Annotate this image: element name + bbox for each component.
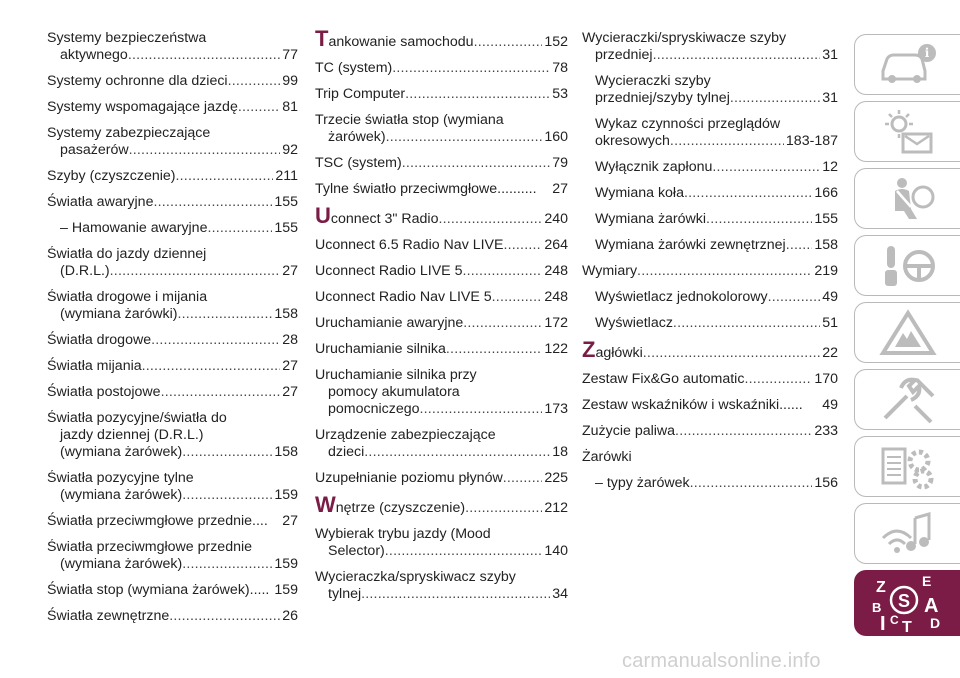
entry-text: Wnętrze (czyszczenie) — [315, 492, 466, 517]
index-entry[interactable] — [315, 367, 568, 418]
entry-text: Wykaz czynności przeglądów — [595, 116, 781, 132]
index-entry[interactable] — [315, 492, 568, 517]
page-number: 18 — [552, 444, 568, 460]
page-number: 28 — [282, 332, 298, 348]
dot-leader — [420, 401, 543, 418]
dot-leader — [228, 73, 281, 90]
dot-leader — [768, 289, 821, 306]
entry-text: jazdy dziennej (D.R.L.) — [60, 427, 204, 443]
seatbelt-airbag-icon — [877, 175, 939, 223]
entry-text: Wymiary — [582, 263, 638, 279]
index-letter: B — [871, 600, 881, 615]
entry-text: Wymiana żarówki — [595, 211, 707, 227]
index-entry[interactable] — [582, 449, 838, 466]
entry-text: Światła drogowe — [47, 332, 152, 348]
entry-text: Światła drogowe i mijania — [47, 289, 208, 305]
index-entry[interactable] — [47, 99, 298, 116]
index-entry[interactable] — [47, 410, 298, 461]
dot-leader — [730, 90, 820, 107]
entry-text: TC (system) — [315, 60, 393, 76]
index-entry[interactable] — [315, 181, 568, 198]
page-number: 158 — [274, 306, 298, 322]
page-number: 122 — [544, 341, 568, 357]
dot-leader — [177, 306, 272, 323]
dot-leader — [643, 345, 820, 362]
index-entry[interactable] — [47, 246, 298, 280]
page-number: 51 — [822, 315, 838, 331]
page-number: 219 — [814, 263, 838, 279]
page-number: 264 — [544, 237, 568, 253]
index-entry[interactable] — [315, 26, 568, 51]
entry-text: Zestaw Fix&Go automatic — [582, 371, 745, 387]
page-number: 31 — [822, 90, 838, 106]
page-number: 152 — [544, 34, 568, 50]
dot-leader — [653, 47, 821, 64]
warning-triangle-icon — [877, 309, 939, 357]
page-number: 166 — [814, 185, 838, 201]
index-letter: E — [921, 573, 931, 589]
technical-data-gears-icon — [877, 443, 939, 491]
dot-leader — [492, 289, 543, 306]
entry-text: Uruchamianie silnika przy — [315, 367, 477, 383]
entry-text: Systemy wspomagające jazdę — [47, 99, 238, 115]
dot-leader — [706, 211, 812, 228]
page-number: 27 — [282, 513, 298, 529]
section-letter: T — [315, 26, 329, 51]
section-letter: Z — [582, 337, 596, 362]
entry-text: Światła do jazdy dziennej — [47, 246, 207, 262]
index-entry[interactable] — [582, 185, 838, 202]
entry-text: Światła przeciwmgłowe przednie.... — [47, 513, 268, 529]
page-number: 170 — [814, 371, 838, 387]
entry-text: tylnej — [328, 586, 362, 602]
index-entry[interactable] — [315, 315, 568, 332]
dot-leader — [684, 185, 812, 202]
page-number: 248 — [544, 263, 568, 279]
index-entry[interactable] — [47, 384, 298, 401]
entry-text: Światła postojowe — [47, 384, 161, 400]
entry-text: Wycieraczka/spryskiwacz szyby — [315, 569, 516, 585]
index-entry[interactable] — [315, 427, 568, 461]
dot-leader — [142, 358, 281, 375]
index-entry[interactable] — [582, 211, 838, 228]
index-entry[interactable] — [315, 155, 568, 172]
index-entry[interactable] — [582, 371, 838, 388]
entry-text: Trip Computer — [315, 86, 406, 102]
page-number: 26 — [282, 608, 298, 624]
dashboard-lights-icon — [877, 108, 939, 156]
index-entry[interactable] — [315, 86, 568, 103]
entry-text: (wymiana żarówki) — [60, 306, 178, 322]
maintenance-wrench-icon — [877, 376, 939, 424]
entry-text: Światła pozycyjne/światła do — [47, 410, 227, 426]
entry-text: przedniej/szyby tylnej — [595, 90, 730, 106]
index-entry[interactable] — [47, 539, 298, 573]
page-number: 77 — [282, 47, 298, 63]
entry-text: pasażerów — [60, 142, 129, 158]
index-entry[interactable] — [47, 125, 298, 159]
index-entry[interactable] — [47, 358, 298, 375]
entry-text: Światła zewnętrzne — [47, 608, 170, 624]
dot-leader — [207, 220, 272, 237]
dot-leader — [675, 423, 812, 440]
tab-index[interactable] — [854, 570, 960, 636]
dot-leader — [128, 47, 280, 64]
page-number: 34 — [552, 586, 568, 602]
key-steering-icon — [877, 242, 939, 290]
tab-car-info[interactable] — [854, 34, 960, 95]
tab-key-steering[interactable] — [854, 235, 960, 296]
entry-text: aktywnego — [60, 47, 128, 63]
dot-leader — [503, 470, 543, 487]
entry-text: Systemy bezpieczeństwa — [47, 30, 207, 46]
index-entry[interactable] — [582, 30, 838, 64]
index-entry[interactable] — [47, 220, 298, 237]
index-entry[interactable] — [582, 315, 838, 332]
index-entry[interactable] — [315, 237, 568, 254]
page-number: 159 — [274, 582, 298, 598]
entry-text: (wymiana żarówek) — [60, 487, 183, 503]
entry-text: żarówek) — [328, 129, 386, 145]
entry-text: Światła pozycyjne tylne — [47, 470, 194, 486]
entry-text: TSC (system) — [315, 155, 402, 171]
entry-text: (D.R.L.) — [60, 263, 110, 279]
index-entry[interactable] — [47, 289, 298, 323]
dot-leader — [744, 371, 812, 388]
tab-maintenance[interactable] — [854, 369, 960, 430]
index-entry[interactable] — [47, 194, 298, 211]
page-number: 99 — [282, 73, 298, 89]
page-number: 159 — [274, 556, 298, 572]
entry-text: Wyłącznik zapłonu — [595, 159, 713, 175]
entry-text: okresowych — [595, 133, 670, 149]
page-number: 140 — [544, 543, 568, 559]
chapter-tabs — [854, 34, 960, 642]
dot-leader — [182, 556, 272, 573]
dot-leader — [446, 341, 542, 358]
dot-leader — [161, 384, 281, 401]
entry-text: pomocy akumulatora — [328, 384, 460, 400]
entry-text: Uconnect 3" Radio — [315, 203, 439, 228]
dot-leader — [503, 237, 542, 254]
dot-leader — [438, 211, 542, 228]
entry-text: (wymiana żarówek) — [60, 556, 183, 572]
car-info-icon — [877, 41, 939, 89]
index-entry[interactable] — [315, 569, 568, 603]
page-number: 233 — [814, 423, 838, 439]
dot-leader — [402, 155, 551, 172]
entry-text: Uruchamianie silnika — [315, 341, 446, 357]
entry-text: Wymiana żarówki zewnętrznej — [595, 237, 786, 253]
index-entry[interactable] — [315, 526, 568, 560]
dot-leader — [670, 133, 784, 150]
dot-leader — [474, 34, 543, 51]
page-number: 212 — [544, 500, 568, 516]
entry-text: Systemy ochronne dla dzieci — [47, 73, 228, 89]
dot-leader — [786, 237, 813, 254]
index-letter: Z — [875, 579, 886, 596]
entry-text: Światła przeciwmgłowe przednie — [47, 539, 253, 555]
entry-text: Żarówki — [582, 449, 632, 465]
page-number: 79 — [552, 155, 568, 171]
page-number: 159 — [274, 487, 298, 503]
tab-warning-triangle[interactable] — [854, 302, 960, 363]
index-entry[interactable] — [47, 608, 298, 625]
index-letter: A — [923, 595, 938, 617]
dot-leader — [176, 168, 274, 185]
entry-text: Zagłówki — [582, 337, 643, 362]
index-entry[interactable] — [47, 582, 298, 599]
index-entry[interactable] — [582, 337, 838, 362]
entry-text: Światła mijania — [47, 358, 142, 374]
svg-text:i: i — [924, 45, 929, 60]
dot-leader — [153, 194, 272, 211]
entry-text: Wyświetlacz jednokolorowy — [595, 289, 768, 305]
page-number: 248 — [544, 289, 568, 305]
entry-text: Wymiana koła — [595, 185, 684, 201]
page-number: 155 — [814, 211, 838, 227]
page-number: 27 — [282, 263, 298, 279]
entry-text: Wyświetlacz — [595, 315, 673, 331]
dot-leader — [690, 475, 813, 492]
page-number: 22 — [822, 345, 838, 361]
watermark-footer: carmanualsonline.info — [622, 650, 821, 672]
index-entry[interactable] — [315, 289, 568, 306]
index-entry[interactable] — [47, 30, 298, 64]
index-entry[interactable] — [582, 116, 838, 150]
dot-leader — [386, 129, 543, 146]
dot-leader — [673, 315, 820, 332]
page-number: 225 — [544, 470, 568, 486]
entry-text: Szyby (czyszczenie) — [47, 168, 176, 184]
page-number: 156 — [814, 475, 838, 491]
dot-leader — [465, 500, 542, 517]
section-letter: U — [315, 203, 331, 228]
page-number: 183-187 — [785, 133, 838, 149]
entry-text: Zużycie paliwa — [582, 423, 676, 439]
dot-leader — [182, 487, 272, 504]
dot-leader — [463, 315, 542, 332]
index-entry[interactable] — [582, 289, 838, 306]
multimedia-icon — [877, 510, 939, 558]
entry-text: Wycieraczki szyby — [595, 73, 711, 89]
index-az-icon — [868, 572, 948, 634]
index-entry[interactable] — [315, 112, 568, 146]
index-entry[interactable] — [315, 60, 568, 77]
entry-text: pomocniczego — [328, 401, 420, 417]
index-entry[interactable] — [315, 203, 568, 228]
page-number: 78 — [552, 60, 568, 76]
entry-text: Tankowanie samochodu — [315, 26, 474, 51]
dot-leader — [151, 332, 280, 349]
page-number: 240 — [544, 211, 568, 227]
page-number: 81 — [282, 99, 298, 115]
page-number: 172 — [544, 315, 568, 331]
page-number: 27 — [282, 384, 298, 400]
entry-text: Uconnect Radio Nav LIVE 5 — [315, 289, 492, 305]
tab-seatbelt-airbag[interactable] — [854, 168, 960, 229]
tab-technical-data[interactable] — [854, 436, 960, 497]
tab-dashboard-lights[interactable] — [854, 101, 960, 162]
entry-text: Zestaw wskaźników i wskaźniki...... — [582, 397, 803, 413]
page-number: 173 — [544, 401, 568, 417]
dot-leader — [392, 60, 550, 77]
dot-leader — [129, 142, 281, 159]
index-letter: C — [889, 613, 899, 627]
entry-text: Uconnect Radio LIVE 5 — [315, 263, 463, 279]
dot-leader — [405, 86, 550, 103]
index-entry[interactable] — [47, 513, 298, 530]
entry-text: – Hamowanie awaryjne — [60, 220, 208, 236]
index-entry[interactable] — [582, 423, 838, 440]
index-entry[interactable] — [47, 470, 298, 504]
page-number: 49 — [822, 289, 838, 305]
index-entry[interactable] — [582, 263, 838, 280]
entry-text: Uzupełnianie poziomu płynów — [315, 470, 503, 486]
entry-text: – typy żarówek — [595, 475, 690, 491]
dot-leader — [182, 444, 272, 461]
entry-text: Systemy zabezpieczające — [47, 125, 211, 141]
dot-leader — [712, 159, 820, 176]
dot-leader — [361, 586, 550, 603]
dot-leader — [462, 263, 542, 280]
entry-text: Selector) — [328, 543, 385, 559]
index-entry[interactable] — [315, 263, 568, 280]
index-entry[interactable] — [582, 73, 838, 107]
section-letter: W — [315, 492, 336, 517]
index-column-2 — [315, 26, 568, 612]
entry-text: dzieci — [328, 444, 365, 460]
entry-text: Tylne światło przeciwmgłowe.......... — [315, 181, 537, 197]
entry-text: Trzecie światła stop (wymiana — [315, 112, 504, 128]
entry-text: Wycieraczki/spryskiwacze szyby — [582, 30, 787, 46]
dot-leader — [637, 263, 812, 280]
index-letter: T — [901, 619, 912, 634]
entry-text: Uconnect 6.5 Radio Nav LIVE — [315, 237, 504, 253]
page-number: 155 — [274, 194, 298, 210]
index-letter: I — [879, 613, 886, 634]
index-entry[interactable] — [582, 159, 838, 176]
page-number: 155 — [274, 220, 298, 236]
index-entry[interactable] — [582, 475, 838, 492]
index-letter: D — [929, 615, 940, 631]
index-column-1 — [47, 30, 298, 634]
index-entry[interactable] — [582, 397, 838, 414]
entry-text: Światła stop (wymiana żarówek)..... — [47, 582, 270, 598]
index-entry[interactable] — [47, 73, 298, 90]
entry-text: (wymiana żarówek) — [60, 444, 183, 460]
page-number: 158 — [814, 237, 838, 253]
page-number: 27 — [552, 181, 568, 197]
page-number: 92 — [282, 142, 298, 158]
page-number: 31 — [822, 47, 838, 63]
index-entry[interactable] — [315, 470, 568, 487]
dot-leader — [110, 263, 281, 280]
dot-leader — [169, 608, 280, 625]
dot-leader — [364, 444, 550, 461]
tab-multimedia[interactable] — [854, 503, 960, 564]
page-number: 12 — [822, 159, 838, 175]
entry-text: Światła awaryjne — [47, 194, 154, 210]
dot-leader — [385, 543, 543, 560]
index-column-3 — [582, 30, 838, 501]
index-entry[interactable] — [47, 168, 298, 185]
entry-text: przedniej — [595, 47, 653, 63]
entry-text: Uruchamianie awaryjne — [315, 315, 464, 331]
entry-text: Urządzenie zabezpieczające — [315, 427, 496, 443]
dot-leader — [238, 99, 280, 116]
page-number: 53 — [552, 86, 568, 102]
index-letter: S — [897, 591, 910, 611]
index-entry[interactable] — [582, 237, 838, 254]
page-number: 49 — [822, 397, 838, 413]
page-number: 27 — [282, 358, 298, 374]
page-number: 160 — [544, 129, 568, 145]
index-entry[interactable] — [47, 332, 298, 349]
entry-text: Wybierak trybu jazdy (Mood — [315, 526, 491, 542]
index-entry[interactable] — [315, 341, 568, 358]
page-number: 158 — [274, 444, 298, 460]
page-number: 211 — [275, 168, 298, 184]
